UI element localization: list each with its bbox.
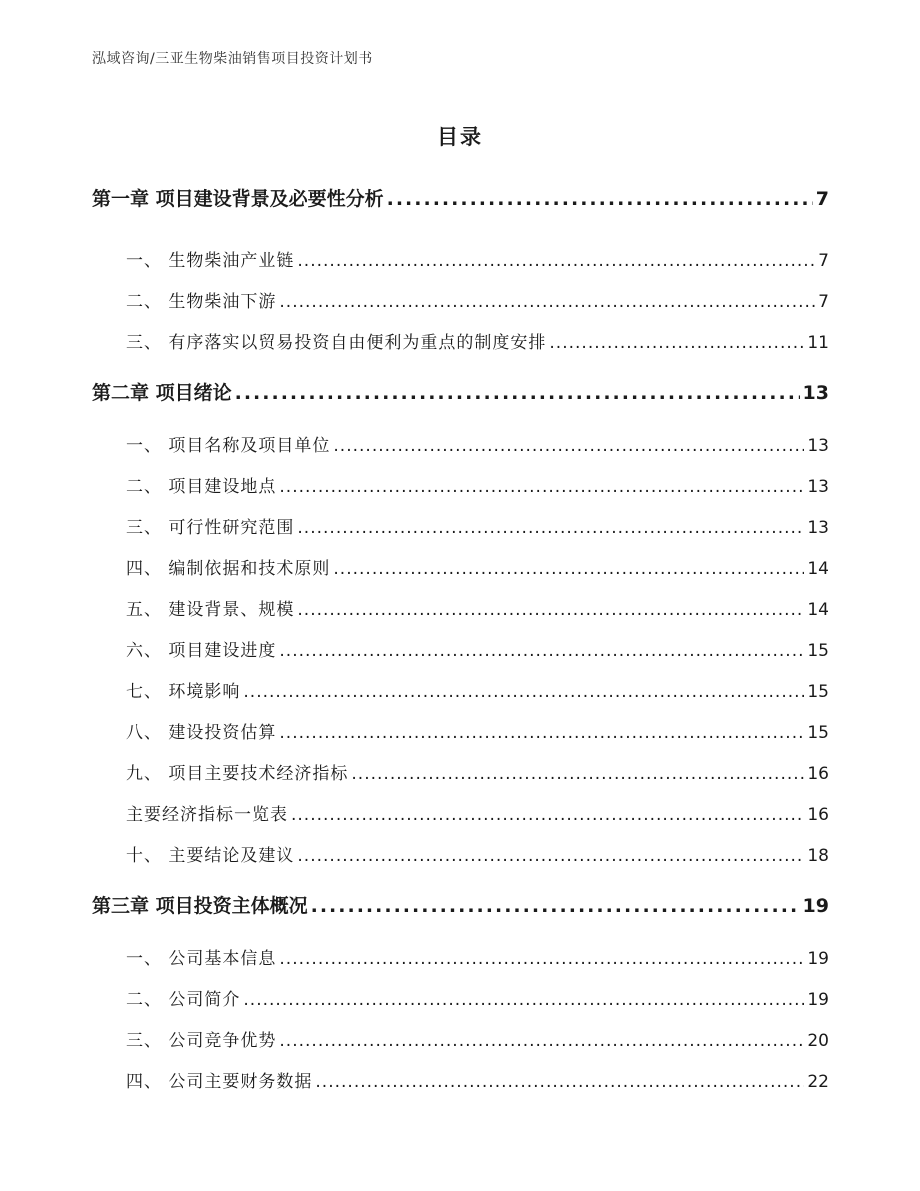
toc-leader-dots: [333, 436, 804, 456]
toc-entry-page: 19: [807, 949, 829, 969]
toc-leader-dots: [279, 477, 804, 497]
toc-entry-page: 20: [807, 1031, 829, 1051]
toc-entry-page: 14: [807, 559, 829, 579]
toc-entry-label: 三、 可行性研究范围: [126, 518, 295, 538]
toc-section[interactable]: [126, 677, 829, 702]
toc-section[interactable]: [126, 1026, 829, 1051]
toc-entry-label: 六、 项目建设进度: [126, 641, 277, 661]
toc-entry-label: 一、 项目名称及项目单位: [126, 436, 331, 456]
toc-leader-dots: [297, 251, 815, 271]
toc-leader-dots: [297, 846, 804, 866]
toc-leader-dots: [279, 1031, 804, 1051]
toc-section[interactable]: [126, 718, 829, 743]
toc-entry-label: 四、 公司主要财务数据: [126, 1072, 313, 1092]
toc-leader-dots: [387, 188, 813, 210]
toc-entry-label: 三、 有序落实以贸易投资自由便利为重点的制度安排: [126, 333, 547, 353]
toc-leader-dots: [243, 682, 804, 702]
toc-entry-label: 二、 项目建设地点: [126, 477, 277, 497]
toc-section[interactable]: [126, 554, 829, 579]
toc-chapter-1[interactable]: [92, 184, 829, 211]
document-header: 泓域咨询/三亚生物柴油销售项目投资计划书: [92, 51, 373, 67]
toc-entry-page: 13: [807, 436, 829, 456]
toc-section[interactable]: [126, 595, 829, 620]
toc-entry-label: 第一章 项目建设背景及必要性分析: [92, 188, 384, 210]
toc-entry-page: 7: [815, 188, 829, 210]
toc-section[interactable]: [126, 985, 829, 1010]
toc-entry-label: 二、 生物柴油下游: [126, 292, 277, 312]
toc-entry-page: 13: [807, 518, 829, 538]
toc-leader-dots: [333, 559, 804, 579]
toc-entry-label: 九、 项目主要技术经济指标: [126, 764, 349, 784]
toc-chapter-2[interactable]: [92, 378, 829, 405]
toc-leader-dots: [279, 641, 804, 661]
toc-leader-dots: [279, 949, 804, 969]
toc-entry-page: 19: [802, 895, 829, 917]
toc-section[interactable]: [126, 328, 829, 353]
toc-entry-page: 16: [807, 764, 829, 784]
toc-leader-dots: [351, 764, 804, 784]
toc-entry-page: 11: [807, 333, 829, 353]
toc-section[interactable]: [126, 636, 829, 661]
toc-entry-label: 五、 建设背景、规模: [126, 600, 295, 620]
toc-leader-dots: [311, 895, 800, 917]
toc-entry-label: 一、 生物柴油产业链: [126, 251, 295, 271]
toc-entry-label: 三、 公司竞争优势: [126, 1031, 277, 1051]
toc-entry-label: 第三章 项目投资主体概况: [92, 895, 308, 917]
toc-entry-page: 15: [807, 641, 829, 661]
toc-section[interactable]: [126, 944, 829, 969]
toc-section[interactable]: [126, 287, 829, 312]
toc-entry-page: 16: [807, 805, 829, 825]
toc-leader-dots: [291, 805, 804, 825]
toc-entry-page: 14: [807, 600, 829, 620]
toc-leader-dots: [297, 600, 804, 620]
toc-entry-page: 7: [818, 251, 829, 271]
toc-section[interactable]: [126, 841, 829, 866]
toc-entry-page: 15: [807, 723, 829, 743]
toc-entry-page: 15: [807, 682, 829, 702]
toc-section[interactable]: [126, 472, 829, 497]
toc-leader-dots: [549, 333, 804, 353]
toc-section[interactable]: [126, 800, 829, 825]
toc-section[interactable]: [126, 513, 829, 538]
toc-entry-label: 四、 编制依据和技术原则: [126, 559, 331, 579]
toc-entry-label: 十、 主要结论及建议: [126, 846, 295, 866]
toc-entry-page: 19: [807, 990, 829, 1010]
toc-entry-label: 七、 环境影响: [126, 682, 241, 702]
toc-section[interactable]: [126, 759, 829, 784]
toc-entry-label: 主要经济指标一览表: [126, 805, 288, 825]
toc-leader-dots: [235, 382, 800, 404]
toc-leader-dots: [315, 1072, 804, 1092]
toc-chapter-3[interactable]: [92, 891, 829, 918]
toc-section[interactable]: [126, 431, 829, 456]
toc-section[interactable]: [126, 246, 829, 271]
toc-title: 目录: [437, 125, 483, 149]
toc-leader-dots: [279, 723, 804, 743]
toc-leader-dots: [297, 518, 804, 538]
toc-entry-label: 一、 公司基本信息: [126, 949, 277, 969]
toc-entry-label: 二、 公司简介: [126, 990, 241, 1010]
toc-entry-page: 13: [802, 382, 829, 404]
toc-leader-dots: [243, 990, 804, 1010]
toc-leader-dots: [279, 292, 815, 312]
toc-entry-page: 7: [818, 292, 829, 312]
toc-entry-label: 八、 建设投资估算: [126, 723, 277, 743]
toc-entry-label: 第二章 项目绪论: [92, 382, 232, 404]
toc-entry-page: 13: [807, 477, 829, 497]
toc-entry-page: 22: [807, 1072, 829, 1092]
toc-entry-page: 18: [807, 846, 829, 866]
toc-section[interactable]: [126, 1067, 829, 1092]
